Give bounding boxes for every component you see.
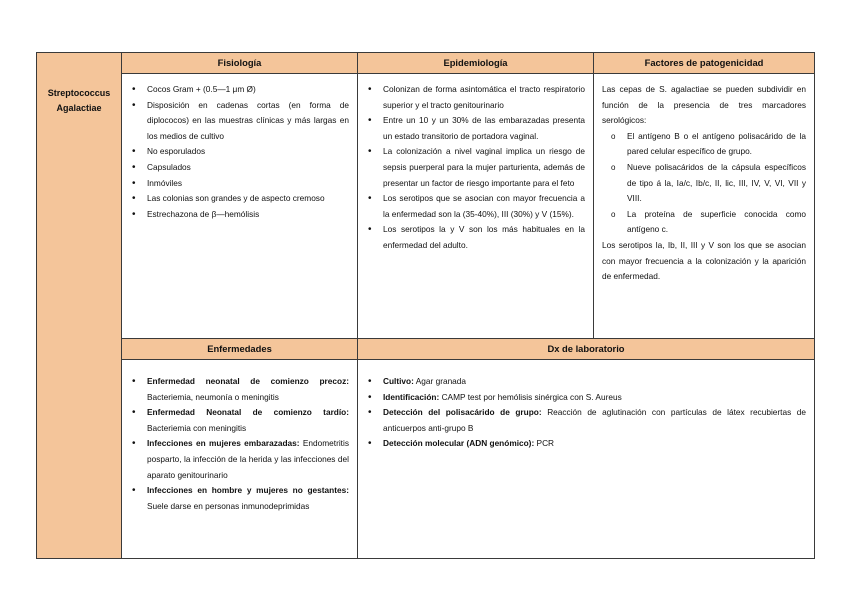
factores-intro: Las cepas de S. agalactiae se pueden subdividir en función de la presencia de tres marcadores serológicos: (602, 84, 806, 126)
header-dx: Dx de laboratorio (358, 339, 815, 360)
list-item: • Detección del polisacárido de grupo: Reacción de aglutinación con partículas de látex recubiertas de anticuerpos anti-grupo B (366, 405, 806, 436)
list-item: • Infecciones en hombre y mujeres no gestantes: Suele darse en personas inmunodeprimidas (130, 483, 349, 514)
fisiologia-cell (122, 74, 358, 339)
list-item: • Capsulados (130, 160, 349, 176)
epidemiologia-list (366, 82, 585, 254)
list-item: • Enfermedad Neonatal de comienzo tardío: Bacteriemia con meningitis (130, 405, 349, 436)
enfermedades-list (130, 374, 349, 514)
list-item: • Detección molecular (ADN genómico): PCR (366, 436, 806, 452)
list-item: • Los serotipos que se asocian con mayor frecuencia a la enfermedad son la (35-40%), III (30%) y V (15%). (366, 191, 585, 222)
list-item: o La proteína de superficie conocida como antígeno c. (602, 207, 806, 238)
list-item: • Estrechazona de β—hemólisis (130, 207, 349, 223)
list-item: • Disposición en cadenas cortas (en forma de diplococos) en las muestras clínicas y más largas en los medios de cultivo (130, 98, 349, 145)
organism-name: Streptococcus Agalactiae (47, 88, 111, 113)
list-item: • Infecciones en mujeres embarazadas: Endometritis posparto, la infección de la herida y las infecciones del aparato genitourinario (130, 436, 349, 483)
header-factores: Factores de patogenicidad (594, 53, 815, 74)
list-item: • La colonización a nivel vaginal implica un riesgo de sepsis puerperal para la mujer parturienta, además de presentar un factor de riesgo importante para el feto (366, 144, 585, 191)
factores-list (602, 129, 806, 238)
list-item: • Cultivo: Agar granada (366, 374, 806, 390)
organism-cell (37, 53, 122, 559)
header-row-1 (37, 53, 815, 74)
header-enfermedades: Enfermedades (122, 339, 358, 360)
list-item: • Identificación: CAMP test por hemólisis sinérgica con S. Aureus (366, 390, 806, 406)
list-item: • Colonizan de forma asintomática el tracto respiratorio superior y el tracto genitourinario (366, 82, 585, 113)
enfermedades-cell (122, 360, 358, 559)
header-epidemiologia: Epidemiología (358, 53, 594, 74)
factores-cell (594, 74, 815, 339)
header-fisiologia: Fisiología (122, 53, 358, 74)
list-item: • Los serotipos la y V son los más habituales en la enfermedad del adulto. (366, 222, 585, 253)
list-item: o Nueve polisacáridos de la cápsula específicos de tipo á la, Ia/c, Ib/c, II, lic, III, IV, V, VI, VII y VIII. (602, 160, 806, 207)
content-row-1 (37, 74, 815, 339)
fisiologia-list (130, 82, 349, 222)
info-table (36, 52, 815, 559)
factores-outro: Los serotipos la, Ib, II, III y V son los que se asocian con mayor frecuencia a la colonización y la aparición de enfermedad. (602, 239, 806, 282)
list-item: • Las colonias son grandes y de aspecto cremoso (130, 191, 349, 207)
list-item: • Cocos Gram + (0.5—1 μm Ø) (130, 82, 349, 98)
list-item: o El antígeno B o el antígeno polisacárido de la pared celular específico de grupo. (602, 129, 806, 160)
dx-cell (358, 360, 815, 559)
list-item: • Inmóviles (130, 176, 349, 192)
dx-list (366, 374, 806, 452)
list-item: • No esporulados (130, 144, 349, 160)
content-row-2 (37, 360, 815, 559)
list-item: • Enfermedad neonatal de comienzo precoz: Bacteriemia, neumonía o meningitis (130, 374, 349, 405)
list-item: • Entre un 10 y un 30% de las embarazadas presenta un estado transitorio de portadora vaginal. (366, 113, 585, 144)
header-row-2 (37, 339, 815, 360)
epidemiologia-cell (358, 74, 594, 339)
